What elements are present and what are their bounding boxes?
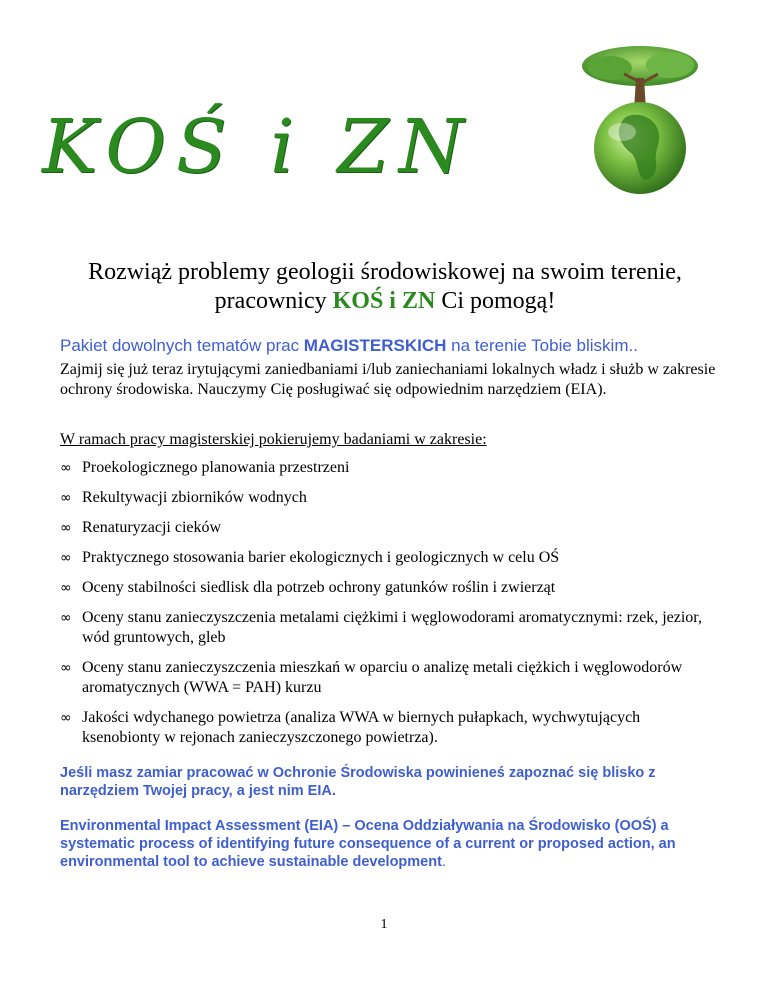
infinity-bullet-icon: ∞ bbox=[60, 610, 72, 626]
logo-text: KOŚ i ZN bbox=[42, 104, 474, 190]
infinity-bullet-icon: ∞ bbox=[60, 710, 72, 726]
list-item-text: Proekologicznego planowania przestrzeni bbox=[82, 459, 350, 476]
list-item-text: Praktycznego stosowania barier ekologicznych i geologicznych w celu OŚ bbox=[82, 549, 560, 566]
list-item bbox=[60, 488, 720, 508]
headline-highlight: KOŚ i ZN bbox=[332, 288, 436, 314]
tree-globe-icon bbox=[570, 38, 710, 198]
infinity-bullet-icon: ∞ bbox=[60, 460, 72, 476]
page-number: 1 bbox=[380, 917, 388, 932]
infinity-bullet-icon: ∞ bbox=[60, 550, 72, 566]
list-item bbox=[60, 458, 720, 478]
offer-prefix: Pakiet dowolnych tematów prac bbox=[60, 336, 304, 355]
list-item bbox=[60, 608, 720, 648]
infinity-bullet-icon: ∞ bbox=[60, 580, 72, 596]
list-item bbox=[60, 658, 720, 698]
topic-list bbox=[60, 458, 720, 758]
list-item-text: Rekultywacji zbiorników wodnych bbox=[82, 489, 307, 506]
list-item bbox=[60, 548, 720, 568]
logo bbox=[42, 104, 512, 214]
offer-bold: MAGISTERSKICH bbox=[303, 336, 447, 355]
infinity-bullet-icon: ∞ bbox=[60, 520, 72, 536]
eia-definition-period: . bbox=[441, 854, 446, 870]
list-item bbox=[60, 708, 720, 748]
headline-line2 bbox=[40, 287, 730, 316]
list-item-text: Renaturyzacji cieków bbox=[82, 519, 222, 536]
offer-suffix: na terenie Tobie bliskim.. bbox=[446, 336, 638, 355]
infinity-bullet-icon: ∞ bbox=[60, 660, 72, 676]
eia-definition bbox=[60, 817, 730, 871]
infinity-bullet-icon: ∞ bbox=[60, 490, 72, 506]
offer-line bbox=[60, 336, 740, 356]
list-item-text: Oceny stanu zanieczyszczenia mieszkań w oparciu o analizę metali ciężkich i węglowodorów aromatycznych (WWA = PAH) kurzu bbox=[82, 659, 683, 696]
headline bbox=[40, 258, 730, 316]
list-item-text: Oceny stabilności siedlisk dla potrzeb ochrony gatunków roślin i zwierząt bbox=[82, 579, 556, 596]
intro-paragraph: Zajmij się już teraz irytującymi zaniedbaniami i/lub zaniechaniami lokalnych władz i służb w zakresie ochrony środowiska. Nauczymy Cię posługiwać się odpowiednim narzędziem (EIA). bbox=[60, 361, 716, 398]
headline-line2-suffix: Ci pomogą! bbox=[435, 288, 556, 314]
headline-line2-prefix: pracownicy bbox=[214, 288, 333, 314]
list-item-text: Jakości wdychanego powietrza (analiza WWA w biernych pułapkach, wychwytujących ksenobionty w rejonach zanieczyszczonego powietrza). bbox=[82, 709, 641, 746]
list-heading: W ramach pracy magisterskiej pokierujemy badaniami w zakresie: bbox=[60, 431, 487, 448]
list-item bbox=[60, 578, 720, 598]
eia-definition-text: Environmental Impact Assessment (EIA) – Ocena Oddziaływania na Środowisko (OOŚ) a systematic process of identifying future consequence of a current or proposed action, an environmental tool to achieve sustainable development bbox=[60, 818, 676, 870]
list-item-text: Oceny stanu zanieczyszczenia metalami ciężkimi i węglowodorami aromatycznymi: rzek, jezior, wód gruntowych, gleb bbox=[82, 609, 702, 646]
eia-note: Jeśli masz zamiar pracować w Ochronie Środowiska powinieneś zapoznać się blisko z narzędziem Twojej pracy, a jest nim EIA. bbox=[60, 765, 656, 799]
headline-line1: Rozwiąż problemy geologii środowiskowej na swoim terenie, bbox=[88, 259, 682, 285]
list-item bbox=[60, 518, 720, 538]
